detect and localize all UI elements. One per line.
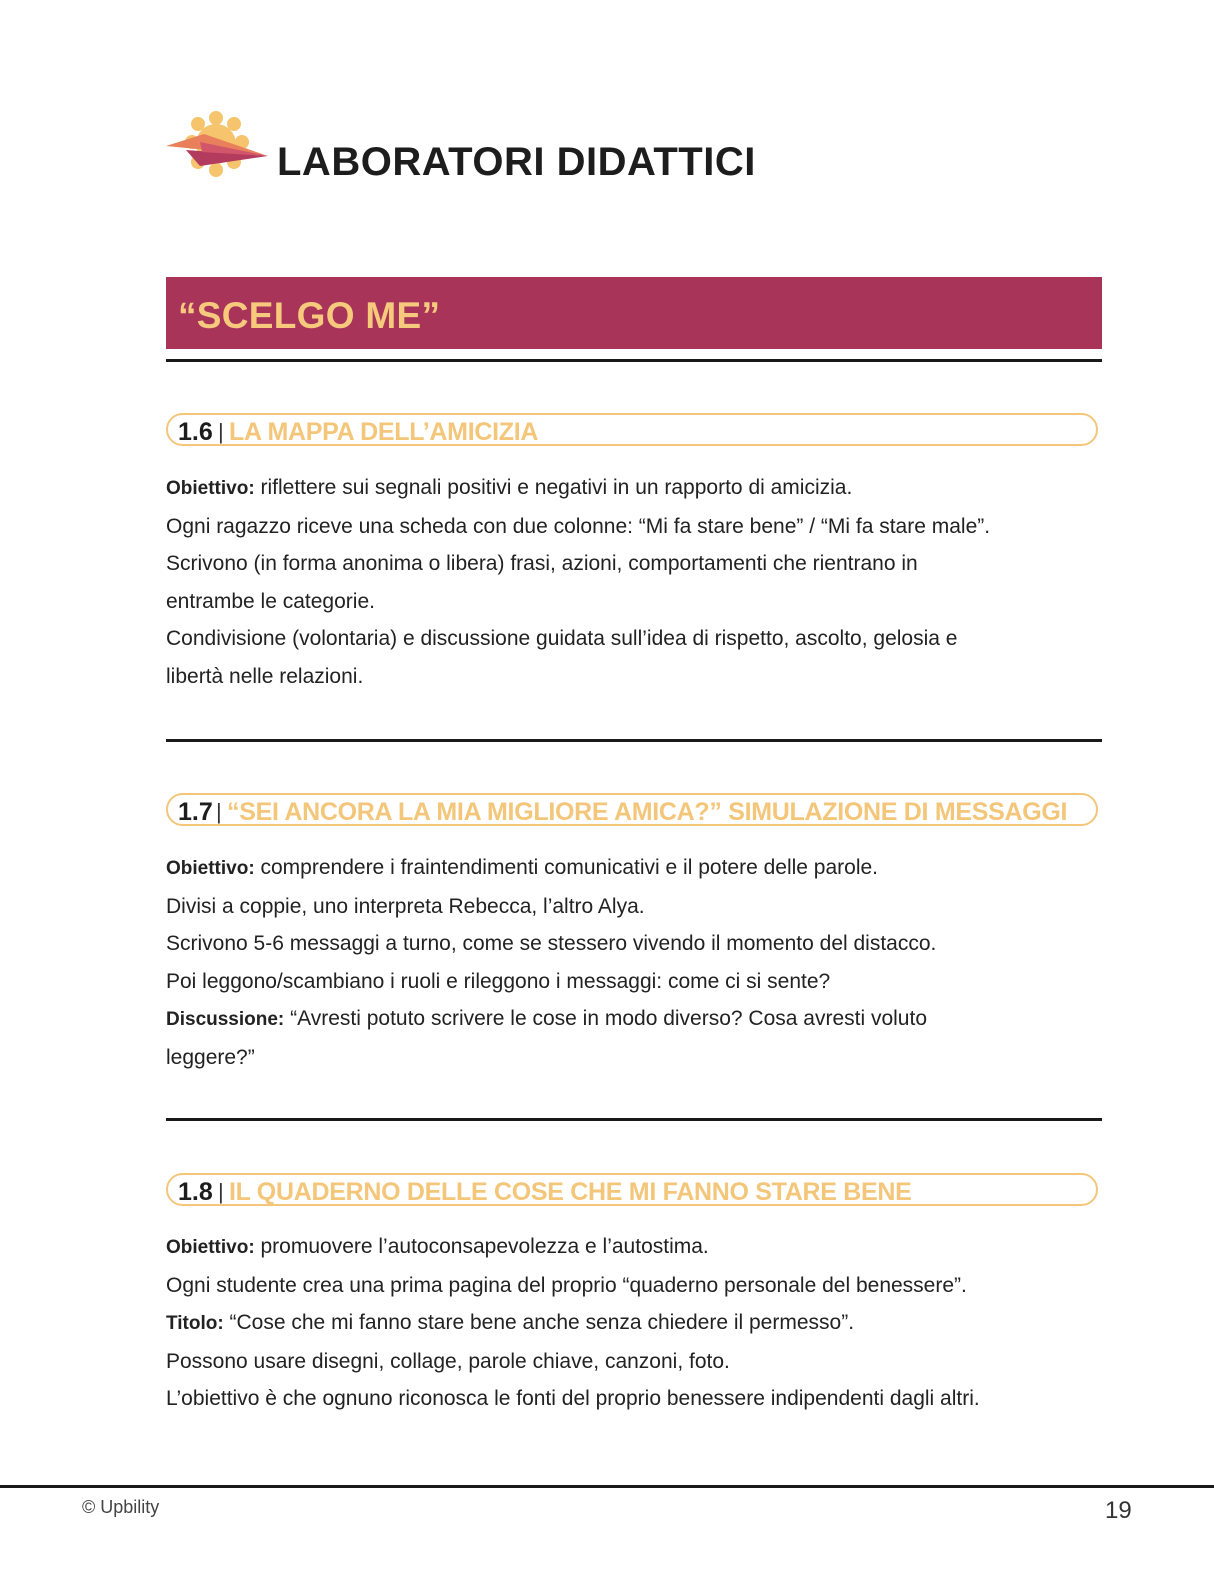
divider xyxy=(166,359,1102,362)
objective-label: Obiettivo: xyxy=(166,858,255,879)
section-title: LA MAPPA DELL’AMICIZIA xyxy=(229,418,539,446)
page-number: 19 xyxy=(1105,1497,1132,1524)
section-number: 1.6 xyxy=(178,418,213,446)
title-text: “Cose che mi fanno stare bene anche senza chiedere il permesso”. xyxy=(223,1311,855,1334)
discussion-text: “Avresti potuto scrivere le cose in modo diverso? Cosa avresti voluto xyxy=(284,1007,928,1030)
section-heading-1-6 xyxy=(166,413,1098,446)
body-line: Scrivono 5-6 messaggi a turno, come se stessero vivendo il momento del distacco. xyxy=(166,932,937,955)
body-line: Divisi a coppie, uno interpreta Rebecca, l’altro Alya. xyxy=(166,894,645,918)
discussion-line xyxy=(166,1000,1086,1039)
section-body-1-8 xyxy=(166,1228,1086,1418)
body-line: L’obiettivo è che ognuno riconosca le fonti del proprio benessere indipendenti dagli altri. xyxy=(166,1387,980,1410)
section-title: “SEI ANCORA LA MIA MIGLIORE AMICA?” SIMULAZIONE DI MESSAGGI xyxy=(227,798,1068,826)
section-separator: | xyxy=(218,1179,224,1204)
body-line: Possono usare disegni, collage, parole chiave, canzoni, foto. xyxy=(166,1349,730,1373)
section-title: IL QUADERNO DELLE COSE CHE MI FANNO STARE BENE xyxy=(229,1178,912,1206)
section-banner xyxy=(166,277,1102,349)
body-line: Ogni ragazzo riceve una scheda con due colonne: “Mi fa stare bene” / “Mi fa stare male”. xyxy=(166,514,991,538)
body-line: Condivisione (volontaria) e discussione guidata sull’idea di rispetto, ascolto, gelosia e xyxy=(166,627,958,650)
section-body-1-7 xyxy=(166,849,1086,1076)
objective-line xyxy=(166,469,1086,508)
objective-label: Obiettivo: xyxy=(166,478,255,499)
paper-plane-sun-logo xyxy=(160,108,272,180)
body-line: leggere?” xyxy=(166,1045,255,1069)
body-line: Scrivono (in forma anonima o libera) frasi, azioni, comportamenti che rientrano in xyxy=(166,552,918,575)
section-heading-1-7 xyxy=(166,793,1098,826)
section-body-1-6 xyxy=(166,469,1086,695)
body-line: Ogni studente crea una prima pagina del proprio “quaderno personale del benessere”. xyxy=(166,1273,967,1297)
section-number: 1.8 xyxy=(178,1178,213,1206)
section-separator: | xyxy=(216,799,222,824)
divider xyxy=(166,739,1102,742)
footer-copyright: © Upbility xyxy=(82,1497,160,1517)
section-number: 1.7 xyxy=(178,798,213,826)
objective-label: Obiettivo: xyxy=(166,1237,255,1258)
body-line: Poi leggono/scambiano i ruoli e rileggono i messaggi: come ci si sente? xyxy=(166,969,831,993)
divider xyxy=(166,1118,1102,1121)
page-title: LABORATORI DIDATTICI xyxy=(277,140,756,184)
objective-line xyxy=(166,1228,1086,1267)
section-heading-1-8 xyxy=(166,1173,1098,1206)
objective-text: promuovere l’autoconsapevolezza e l’autostima. xyxy=(254,1235,709,1258)
discussion-label: Discussione: xyxy=(166,1009,285,1030)
objective-line xyxy=(166,849,1086,888)
title-line xyxy=(166,1304,1086,1343)
objective-text: riflettere sui segnali positivi e negativi in un rapporto di amicizia. xyxy=(254,476,853,499)
section-separator: | xyxy=(218,419,224,444)
banner-title: “SCELGO ME” xyxy=(178,295,441,336)
body-line: entrambe le categorie. xyxy=(166,589,375,613)
body-line: libertà nelle relazioni. xyxy=(166,664,364,688)
title-label: Titolo: xyxy=(166,1313,224,1334)
footer-divider xyxy=(0,1485,1214,1488)
objective-text: comprendere i fraintendimenti comunicativi e il potere delle parole. xyxy=(254,856,878,879)
